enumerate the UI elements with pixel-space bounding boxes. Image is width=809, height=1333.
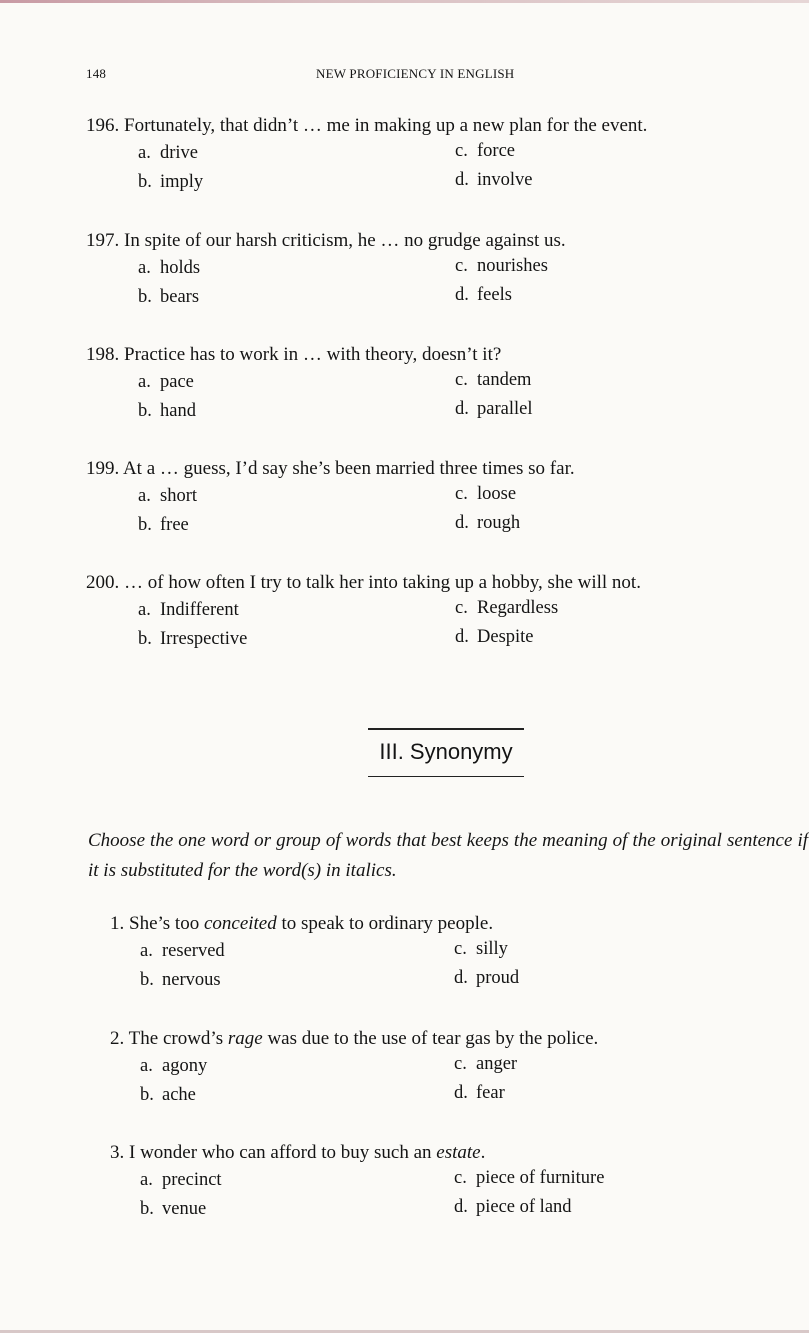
option-letter: d. [455, 170, 469, 190]
question-number: 197. [86, 230, 120, 251]
option-letter: a. [138, 372, 151, 392]
option-text: Regardless [477, 598, 559, 618]
option-text: bears [160, 287, 200, 307]
option-d [454, 966, 519, 990]
option-text: parallel [477, 399, 533, 419]
question-number: 3. [110, 1142, 125, 1163]
question-stem [86, 342, 804, 368]
option-c [455, 368, 531, 392]
option-d [454, 1195, 572, 1219]
option-text: Despite [477, 627, 534, 647]
option-c [454, 1052, 517, 1076]
option-a [140, 939, 225, 963]
option-d [454, 1081, 505, 1105]
question-198 [86, 342, 804, 426]
question-stem [110, 1140, 809, 1166]
option-a [140, 1168, 222, 1192]
option-text: imply [160, 172, 204, 192]
option-c [454, 937, 508, 961]
running-head: NEW PROFICIENCY IN ENGLISH [316, 66, 515, 81]
option-text: venue [162, 1199, 207, 1219]
italic-target-word: estate [436, 1142, 481, 1163]
question-199 [86, 456, 804, 540]
option-list [86, 368, 804, 426]
option-list [86, 596, 804, 654]
option-letter: c. [454, 1054, 467, 1074]
option-text: rough [477, 513, 521, 533]
option-letter: c. [455, 484, 468, 504]
question-number: 199. [86, 458, 120, 479]
option-list [110, 937, 809, 995]
option-letter: d. [455, 285, 469, 305]
option-b [138, 399, 196, 423]
option-letter: c. [455, 141, 468, 161]
option-letter: a. [138, 486, 151, 506]
question-text-after: was due to the use of tear gas by the police. [262, 1028, 599, 1049]
option-letter: a. [138, 258, 151, 278]
option-text: involve [477, 170, 533, 190]
option-text: agony [162, 1056, 208, 1076]
option-letter: a. [140, 1170, 153, 1190]
option-b [138, 627, 247, 651]
option-text: precinct [162, 1170, 222, 1190]
option-letter: b. [138, 629, 152, 649]
option-text: anger [476, 1054, 518, 1074]
question-text: … of how often I try to talk her into taking up a hobby, she will not. [119, 572, 641, 593]
question-stem [86, 113, 804, 139]
option-d [455, 283, 512, 307]
section-instructions: Choose the one word or group of words that best keeps the meaning of the original sentence if it is substituted for the word(s) in italics. [88, 830, 808, 881]
synonymy-question-3 [110, 1140, 809, 1224]
option-c [454, 1166, 604, 1190]
option-b [140, 968, 221, 992]
question-text-before: The crowd’s [124, 1028, 228, 1049]
option-text: hand [160, 401, 196, 421]
option-letter: b. [140, 1199, 154, 1219]
option-text: nervous [162, 970, 221, 990]
option-text: piece of furniture [476, 1168, 605, 1188]
option-a [140, 1054, 207, 1078]
section-title: III. Synonymy [379, 738, 513, 764]
option-a [138, 484, 197, 508]
option-text: proud [476, 968, 520, 988]
option-letter: d. [454, 1083, 468, 1103]
option-letter: b. [138, 172, 152, 192]
option-a [138, 598, 239, 622]
question-text: Practice has to work in … with theory, doesn’t it? [119, 344, 502, 365]
question-stem [110, 911, 809, 937]
option-letter: b. [140, 1085, 154, 1105]
option-text: silly [476, 939, 508, 959]
option-text: ache [162, 1085, 196, 1105]
question-number: 200. [86, 572, 120, 593]
option-letter: b. [138, 287, 152, 307]
option-a [138, 141, 198, 165]
question-197 [86, 228, 804, 312]
option-c [455, 139, 515, 163]
option-text: Indifferent [160, 600, 239, 620]
page-number: 148 [86, 66, 107, 81]
option-text: loose [477, 484, 517, 504]
question-text-after: . [480, 1142, 486, 1163]
option-text: tandem [477, 370, 532, 390]
top-edge [0, 0, 809, 3]
option-letter: d. [454, 968, 468, 988]
question-number: 2. [110, 1028, 125, 1049]
option-letter: d. [455, 627, 469, 647]
option-b [138, 285, 199, 309]
option-letter: c. [454, 939, 467, 959]
option-text: holds [160, 258, 201, 278]
option-c [455, 596, 558, 620]
question-number: 198. [86, 344, 120, 365]
option-a [138, 370, 194, 394]
question-text-after: to speak to ordinary people. [276, 913, 494, 934]
option-list [86, 139, 804, 197]
question-stem [86, 456, 804, 482]
option-text: feels [477, 285, 512, 305]
option-b [138, 513, 189, 537]
option-letter: b. [140, 970, 154, 990]
option-d [455, 397, 532, 421]
page-header [86, 66, 786, 86]
option-text: nourishes [477, 256, 548, 276]
option-text: force [477, 141, 515, 161]
question-text: In spite of our harsh criticism, he … no grudge against us. [119, 230, 566, 251]
option-letter: c. [455, 598, 468, 618]
italic-target-word: rage [227, 1028, 263, 1049]
option-letter: a. [140, 1056, 153, 1076]
option-list [110, 1166, 809, 1224]
option-letter: d. [455, 513, 469, 533]
option-d [455, 168, 533, 192]
synonymy-question-1 [110, 911, 809, 995]
synonymy-question-2 [110, 1026, 809, 1110]
question-number: 1. [110, 913, 125, 934]
question-stem [86, 228, 804, 254]
option-text: free [160, 515, 189, 535]
option-text: piece of land [476, 1197, 572, 1217]
option-d [455, 511, 520, 535]
option-text: fear [476, 1083, 505, 1103]
option-b [138, 170, 203, 194]
question-text: Fortunately, that didn’t … me in making up a new plan for the event. [119, 115, 648, 136]
option-letter: a. [138, 600, 151, 620]
option-letter: d. [454, 1197, 468, 1217]
section-heading [366, 728, 526, 777]
option-c [455, 254, 548, 278]
question-text-before: I wonder who can afford to buy such an [124, 1142, 437, 1163]
option-text: drive [160, 143, 199, 163]
option-d [455, 625, 534, 649]
question-200 [86, 570, 804, 654]
option-b [140, 1083, 196, 1107]
option-letter: b. [138, 401, 152, 421]
question-number: 196. [86, 115, 120, 136]
question-196 [86, 113, 804, 197]
option-letter: a. [138, 143, 151, 163]
italic-target-word: conceited [203, 913, 277, 934]
option-letter: b. [138, 515, 152, 535]
option-c [455, 482, 516, 506]
option-text: Irrespective [160, 629, 248, 649]
question-stem [86, 570, 804, 596]
option-letter: c. [455, 370, 468, 390]
option-text: pace [160, 372, 194, 392]
option-text: short [160, 486, 197, 506]
option-list [110, 1052, 809, 1110]
option-b [140, 1197, 206, 1221]
question-text-before: She’s too [124, 913, 204, 934]
heading-rule-bottom [368, 776, 524, 778]
question-stem [110, 1026, 809, 1052]
option-list [86, 482, 804, 540]
question-text: At a … guess, I’d say she’s been married three times so far. [119, 458, 575, 479]
option-letter: c. [454, 1168, 467, 1188]
option-a [138, 256, 200, 280]
option-text: reserved [162, 941, 225, 961]
option-letter: c. [455, 256, 468, 276]
option-list [86, 254, 804, 312]
option-letter: a. [140, 941, 153, 961]
option-letter: d. [455, 399, 469, 419]
